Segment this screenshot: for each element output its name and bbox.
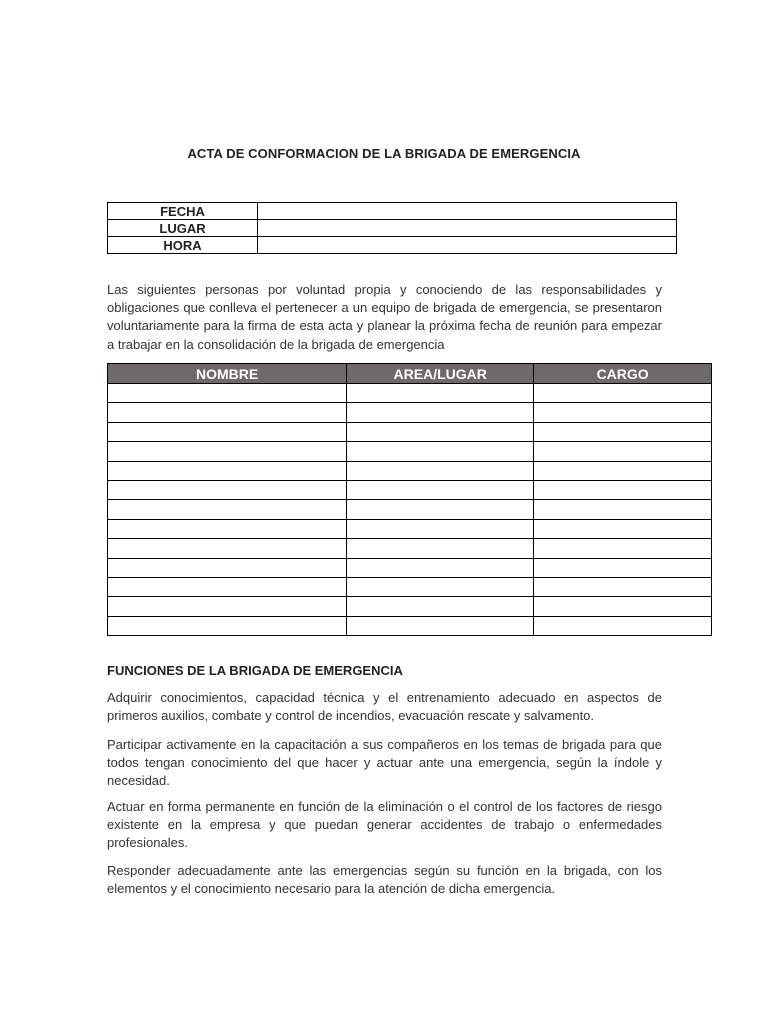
cargo-cell[interactable] [534,442,712,461]
info-table [107,202,677,254]
table-row [108,422,712,441]
area-lugar-cell[interactable] [347,616,534,635]
area-lugar-cell[interactable] [347,558,534,577]
table-row [108,558,712,577]
area-lugar-cell[interactable] [347,539,534,558]
nombre-cell[interactable] [108,577,347,596]
table-row [108,384,712,403]
cargo-cell[interactable] [534,577,712,596]
info-value-field[interactable] [258,220,677,237]
section-title: FUNCIONES DE LA BRIGADA DE EMERGENCIA [107,663,403,678]
info-value-field[interactable] [258,203,677,220]
area-lugar-cell[interactable] [347,403,534,422]
cargo-cell[interactable] [534,597,712,616]
function-paragraph: Responder adecuadamente ante las emergencias según su función en la brigada, con los elementos y el conocimiento necesario para la atención de dicha emergencia. [107,863,662,897]
people-table [107,363,712,636]
info-row-fecha [108,203,677,220]
table-row [108,597,712,616]
table-row [108,616,712,635]
table-row [108,519,712,538]
table-row [108,500,712,519]
table-row [108,403,712,422]
function-paragraph: Participar activamente en la capacitación a sus compañeros en los temas de brigada para que todos tengan conocimiento del que hacer y actuar ante una emergencia, según la índole y necesidad. [107,737,662,789]
table-row [108,480,712,499]
table-row [108,577,712,596]
info-row-hora [108,237,677,254]
nombre-cell[interactable] [108,461,347,480]
table-row [108,442,712,461]
info-value-field[interactable] [258,237,677,254]
info-label: LUGAR [108,220,258,237]
nombre-cell[interactable] [108,558,347,577]
area-lugar-cell[interactable] [347,461,534,480]
nombre-cell[interactable] [108,616,347,635]
document-title: ACTA DE CONFORMACION DE LA BRIGADA DE EMERGENCIA [187,146,581,161]
nombre-cell[interactable] [108,500,347,519]
nombre-cell[interactable] [108,403,347,422]
area-lugar-cell[interactable] [347,519,534,538]
nombre-cell[interactable] [108,384,347,403]
people-table-header [108,364,712,384]
nombre-cell[interactable] [108,539,347,558]
cargo-cell[interactable] [534,403,712,422]
nombre-cell[interactable] [108,597,347,616]
cargo-cell[interactable] [534,558,712,577]
intro-paragraph: Las siguientes personas por voluntad propia y conociendo de las responsabilidades y obligaciones que conlleva el pertenecer a un equipo de brigada de emergencia, se presentaron voluntariamente para la firma de esta acta y planear la próxima fecha de reunión para empezar a trabajar en la consolidación de la brigada de emergencia [107,282,662,352]
area-lugar-cell[interactable] [347,480,534,499]
area-lugar-cell[interactable] [347,500,534,519]
cargo-cell[interactable] [534,616,712,635]
area-lugar-cell[interactable] [347,577,534,596]
table-row [108,539,712,558]
column-header-nombre: NOMBRE [108,364,347,384]
info-row-lugar [108,220,677,237]
area-lugar-cell[interactable] [347,442,534,461]
cargo-cell[interactable] [534,422,712,441]
column-header-area-lugar: AREA/LUGAR [347,364,534,384]
cargo-cell[interactable] [534,500,712,519]
info-label: HORA [108,237,258,254]
area-lugar-cell[interactable] [347,422,534,441]
nombre-cell[interactable] [108,442,347,461]
nombre-cell[interactable] [108,519,347,538]
function-paragraph: Actuar en forma permanente en función de la eliminación o el control de los factores de riesgo existente en la empresa y que puedan generar accidentes de trabajo o enfermedades profesionales. [107,799,662,851]
cargo-cell[interactable] [534,384,712,403]
people-table-body [108,384,712,636]
area-lugar-cell[interactable] [347,597,534,616]
nombre-cell[interactable] [108,422,347,441]
cargo-cell[interactable] [534,519,712,538]
cargo-cell[interactable] [534,480,712,499]
function-paragraph: Adquirir conocimientos, capacidad técnica y el entrenamiento adecuado en aspectos de primeros auxilios, combate y control de incendios, evacuación rescate y salvamento. [107,690,662,724]
column-header-cargo: CARGO [534,364,712,384]
cargo-cell[interactable] [534,539,712,558]
cargo-cell[interactable] [534,461,712,480]
table-row [108,461,712,480]
info-label: FECHA [108,203,258,220]
area-lugar-cell[interactable] [347,384,534,403]
nombre-cell[interactable] [108,480,347,499]
